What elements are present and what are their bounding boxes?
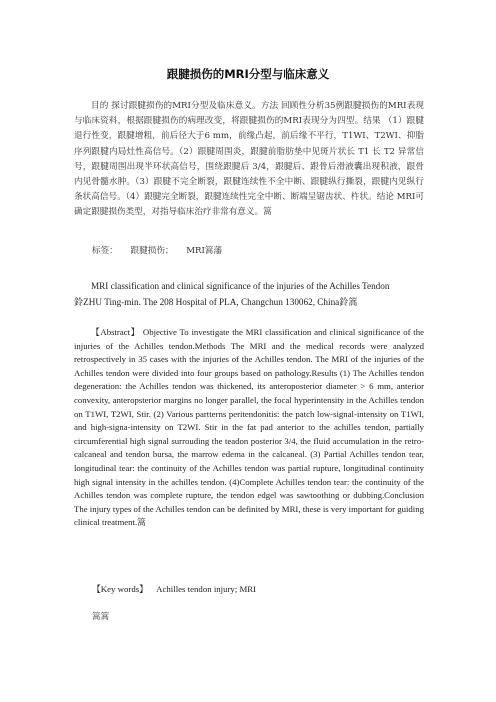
english-title-block — [74, 279, 424, 310]
english-abstract — [74, 326, 424, 530]
chinese-keywords-label: 标签： — [92, 246, 118, 256]
chinese-abstract-text: 目的 探讨跟腱损伤的MRI分型及临床意义。方法 回顾性分析35例跟腱损伤的MRI表现与临床资料，根据跟腱损伤的病理改变，将跟腱损伤的MRI表现分为四型。结果 （1）跟腱退行性变，跟腱增粗，前后径大于6 mm，前缘凸起，前后缘不平行，T1WI、T2WI、抑脂序列跟腱内局灶性高信号。（2）跟腱周围炎，跟腱前脂肪垫中见斑片状长 T1 长 T2 异常信号，跟腱周围出现半环状高信号，围绕跟腱后 3/4，跟腱后、跟骨后滑液囊出现积液，跟骨内见骨髓水肿。（3）跟腱不完全断裂，跟腱连续性不全中断、跟腱纵行撕裂，跟腱内见纵行条状高信号。（4）跟腱完全断裂，跟腱连续性完全中断、断端呈锯齿状、杵状。结论 MRI可确定跟腱损伤类型，对指导临床治疗非常有意义。篙 — [74, 101, 424, 218]
english-affiliation: 鈴ZHU Ting-min. The 208 Hospital of PLA, Changchun 130062, China鈴篙 — [74, 296, 358, 307]
trailing-text: 篙篙 — [92, 612, 110, 622]
chinese-keyword: MRI篙藩 — [186, 246, 223, 256]
english-keywords — [92, 582, 432, 595]
chinese-keyword: 跟腱损伤； — [130, 246, 174, 256]
english-abstract-text: 【Abstract】 Objective To investigate the MRI classification and clinical significance of the injuries of the Achilles tendon.Methods The MRI and the medical records were analyzed retrospectively in 35 cases with the injuries of the Achilles tendon. The MRI of the injuries of the Achilles tendon were divided into four groups based on pathology.Results (1) The Achilles tendon degeneration: the Achilles tendon was thickened, its anteroposterior diameter > 6 mm, anterior convexity, anteropsterior margins no longer parallel, the focal hyperintensity in the Achilles tendon on T1WI, T2WI, Stir. (2) Various partterns peritendonitis: the patch low-signal-intensity on T1WI, and high-signa-intensity on T2WI. Stir in the fat pad anterior to the achilles tendon, partially circumferential high signal surrouding the teadon posterior 3/4, the fluid accumulation in the retro-calcaneal and tendon bursa, the marrow edema in the calcaneal. (3) Partial Achilles tendon tear, longitudinal tear: the continuity of the Achilles tendon was partial rupture, longitudinal continuity high signal intensity in the achilles tendon. (4)Complete Achilles tendon tear: the continuity of the Achilles tendon was complete rupture, the tendon edgel was sawtoothing or dubbing.Conclusion The injury types of the Achilles tendon can be definited by MRI, these is very important for guiding clinical treatment.篙 — [74, 327, 424, 528]
chinese-abstract — [74, 99, 424, 221]
english-keywords-label: 【Key words】 — [92, 584, 148, 594]
chinese-keywords — [92, 244, 432, 256]
english-keyword: Achilles tendon injury; MRI — [156, 584, 257, 594]
english-title: MRI classification and clinical significance of the injuries of the Achilles Tendon — [91, 281, 390, 291]
document-title: 跟腱损伤的MRI分型与临床意义 — [166, 67, 330, 81]
